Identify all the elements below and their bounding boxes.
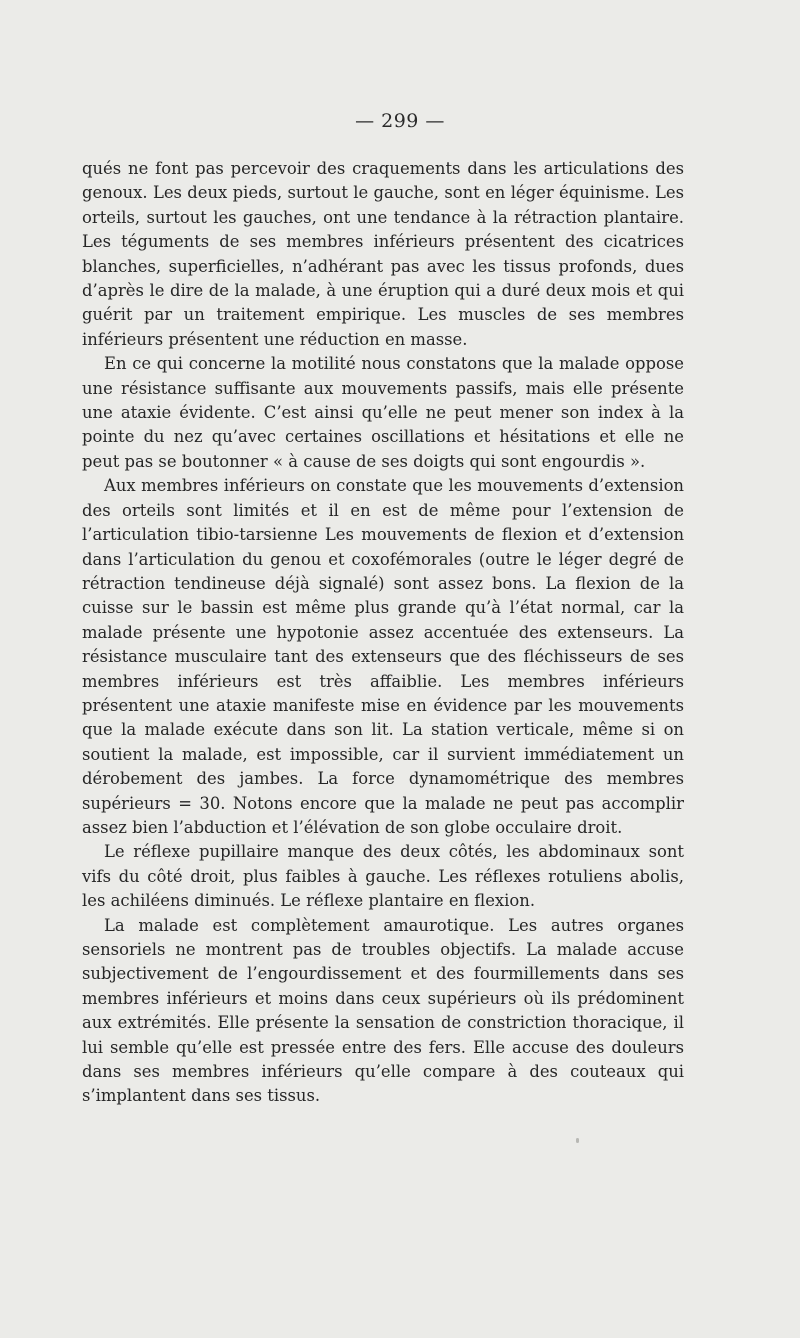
page-number: — 299 —: [355, 110, 445, 132]
paragraph-reflexes: Le réflexe pupillaire manque des deux côtés, les abdominaux sont vifs du côté droit, plus faibles à gauche. Les réflexes rotuliens abolis, les achiléens diminués. Le réflexe plantaire en flexion.: [82, 842, 684, 911]
paper-speck: [576, 1138, 579, 1143]
paragraph-motility: En ce qui concerne la motilité nous constatons que la malade oppose une résistance suffisante aux mouvements passifs, mais elle présente une ataxie évidente. C’est ainsi qu’elle ne peut mener son index à la pointe du nez qu’avec certaines oscillations et hésitations et elle ne peut pas se boutonner « à cause de ses doigts qui sont engourdis ».: [82, 354, 684, 471]
body-text: [82, 157, 684, 1109]
paragraph-sensory: La malade est complètement amaurotique. Les autres organes sensoriels ne montrent pas de troubles objectifs. La malade accuse subjectivement de l’engourdissement et des fourmillements dans ses membres inférieurs et moins dans ceux supérieurs où ils prédominent aux extrémités. Elle présente la sensation de constriction thoracique, il lui semble qu’elle est pressée entre des fers. Elle accuse des douleurs dans ses membres inférieurs qu’elle compare à des couteaux qui s’implantent dans ses tissus.: [82, 915, 684, 1106]
paragraph-lower-limbs: Aux membres inférieurs on constate que les mouvements d’extension des orteils sont limités et il en est de même pour l’extension de l’articulation tibio-tarsienne Les mouvements de flexion et d’extension dans l’articulation du genou et coxofémorales (outre le léger degré de rétraction tendineuse déjà signalé) sont assez bons. La flexion de la cuisse sur le bassin est même plus grande qu’à l’état normal, car la malade présente une hypotonie assez accentuée des extenseurs. La résistance musculaire tant des extenseurs que des fléchisseurs de ses membres inférieurs est très affaiblie. Les membres inférieurs présentent une ataxie manifeste mise en évidence par les mouvements que la malade exécute dans son lit. La station verticale, même si on soutient la malade, est impossible, car il survient immédiatement un dérobement des jambes. La force dynamométrique des membres supérieurs = 30. Notons encore que la malade ne peut pas accomplir assez bien l’abduction et l’élévation de son globe occulaire droit.: [82, 476, 684, 837]
paragraph-continuation: qués ne font pas percevoir des craquements dans les articulations des genoux. Les deux pieds, surtout le gauche, sont en léger équinisme. Les orteils, surtout les gauches, ont une tendance à la rétraction plantaire. Les téguments de ses membres inférieurs présentent des cicatrices blanches, superficielles, n’adhérant pas avec les tissus profonds, dues d’après le dire de la malade, à une éruption qui a duré deux mois et qui guérit par un traitement empirique. Les muscles de ses membres inférieurs présentent une réduction en masse.: [82, 159, 684, 349]
